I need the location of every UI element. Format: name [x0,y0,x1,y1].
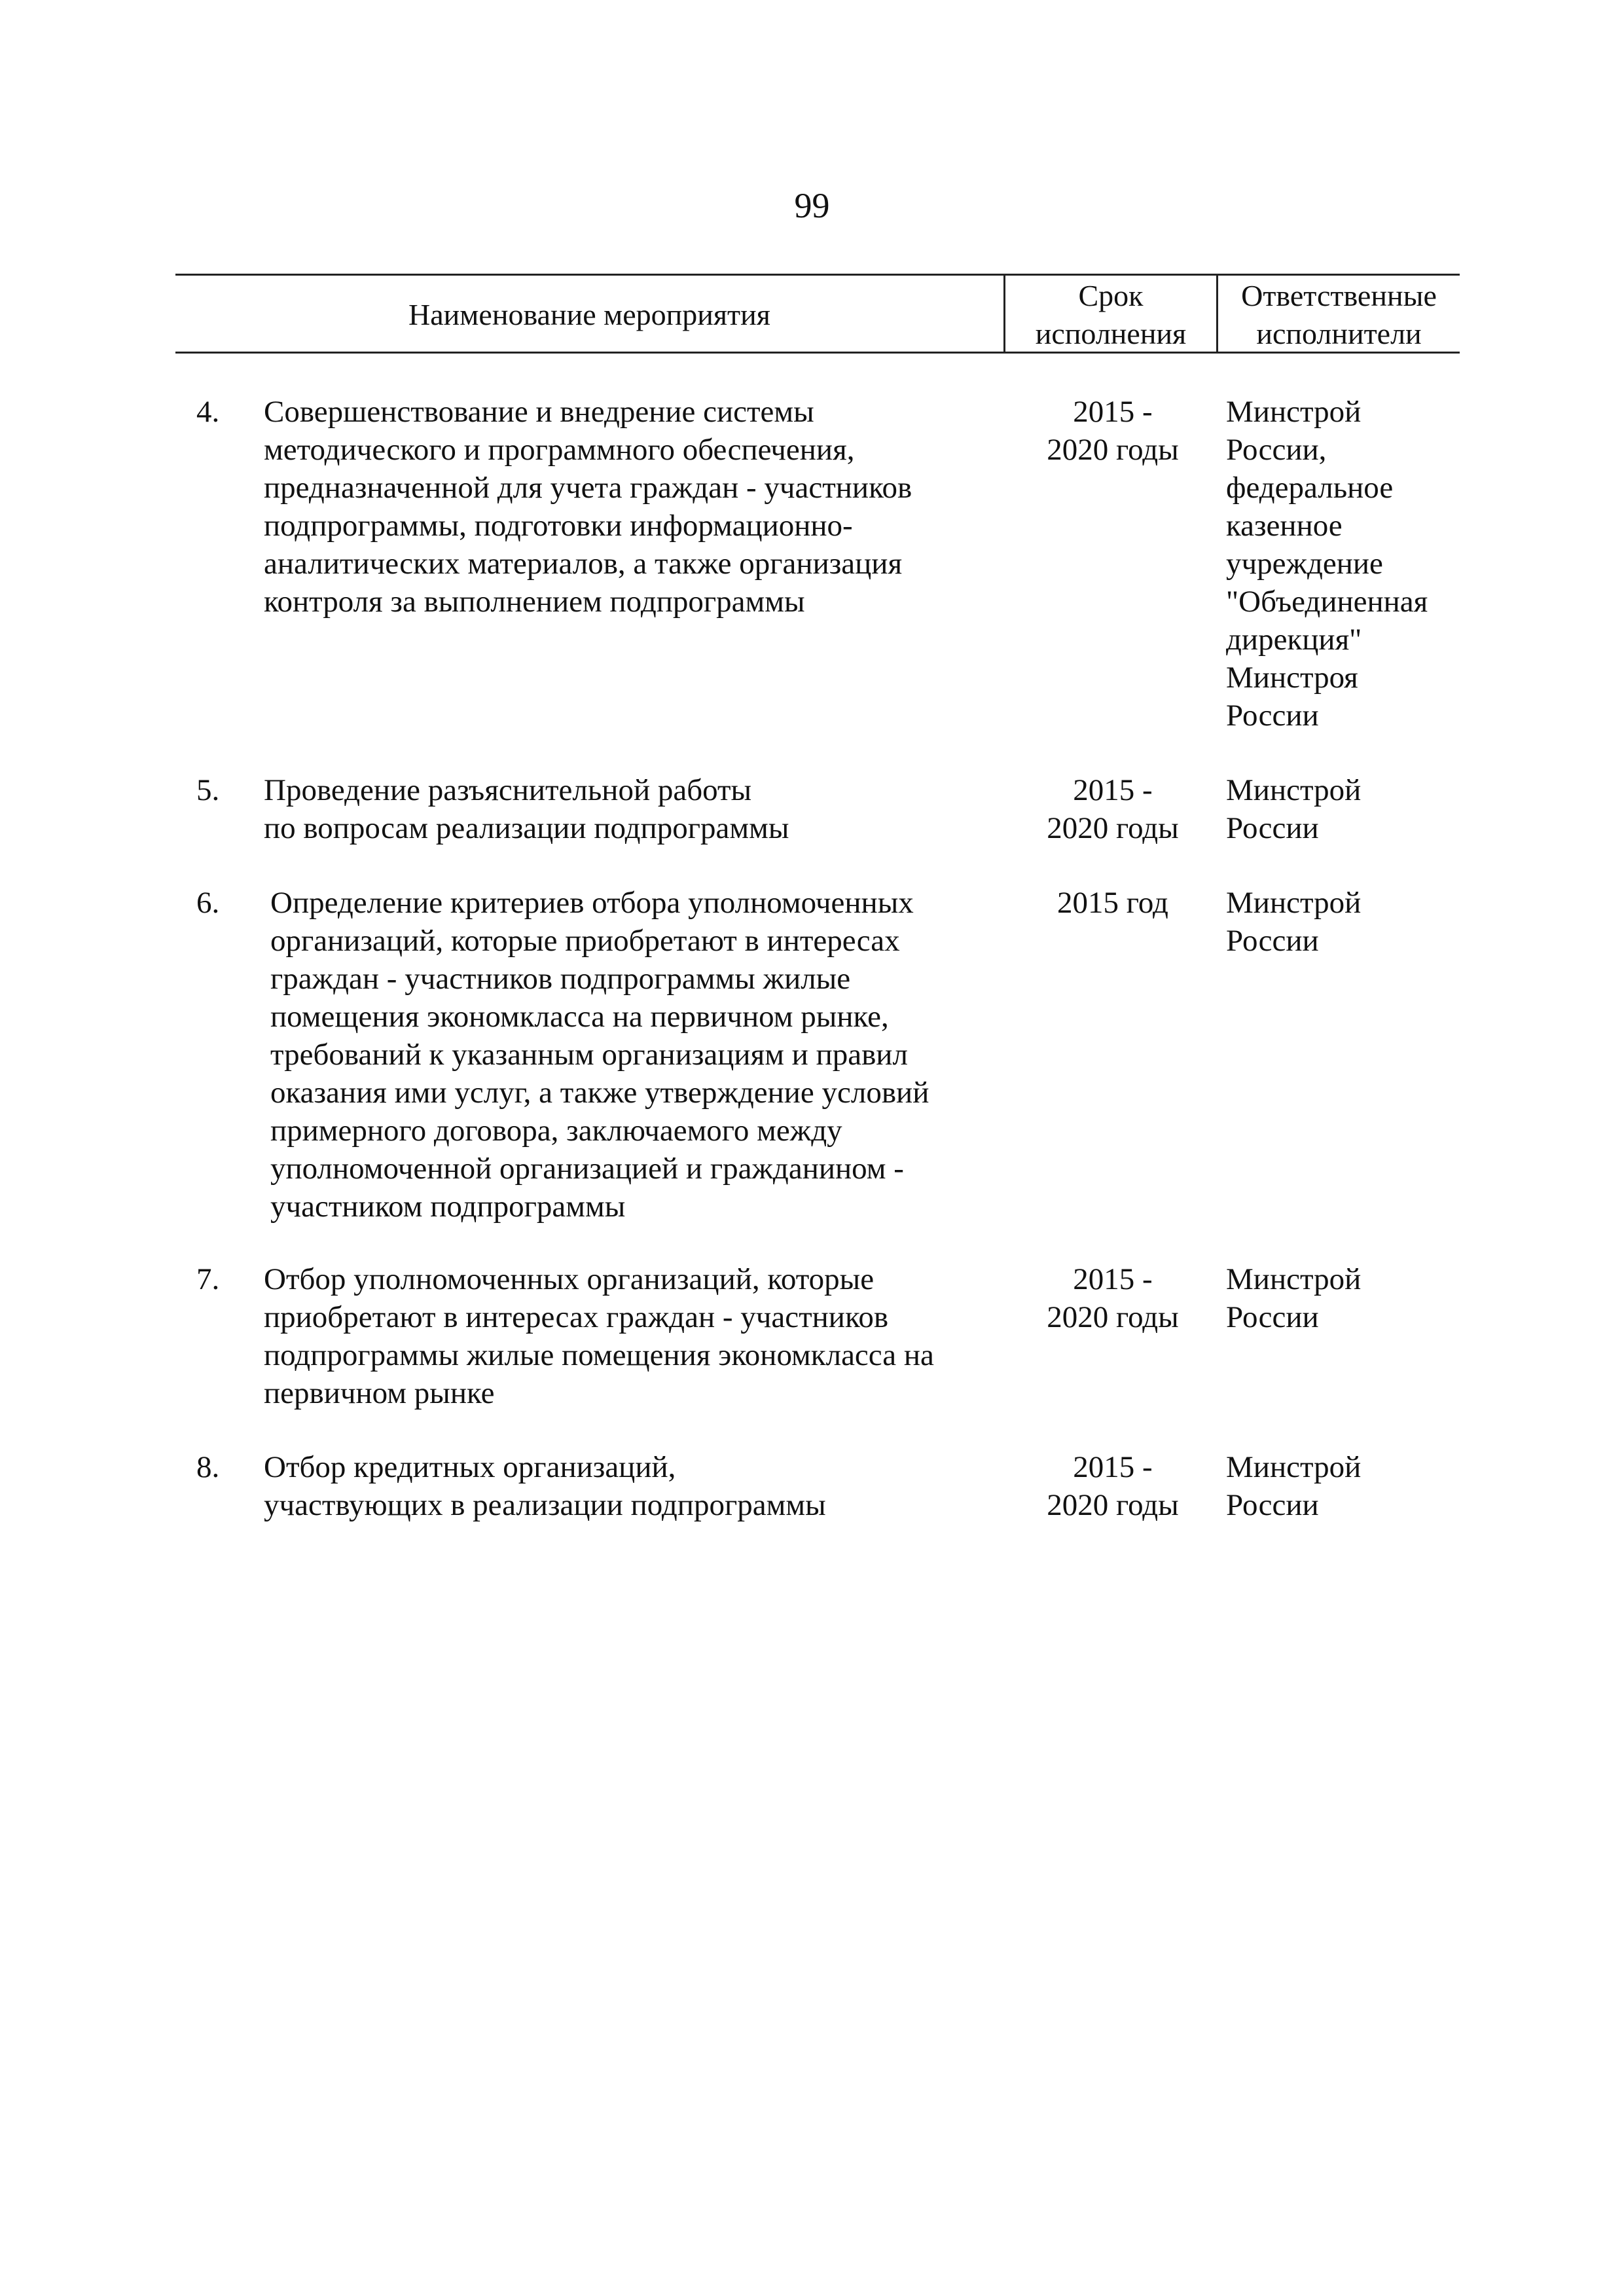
row-number: 7. [196,1262,220,1296]
header-name: Наименование мероприятия [408,298,770,331]
row-responsible: Минстрой России, федеральное казенное учреждение "Объединенная дирекция" Минстроя России [1226,395,1428,733]
row-number: 5. [196,773,220,807]
header-term: Срок исполнения [1035,279,1187,350]
row-term: 2015 - 2020 годы [1047,1450,1179,1522]
row-name: Проведение разъяснительной работы по вопросам реализации подпрограммы [264,773,789,845]
row-term: 2015 - 2020 годы [1047,395,1179,467]
row-name: Отбор уполномоченных организаций, которые приобретают в интересах граждан - участников подпрограммы жилые помещения экономкласса на первичном рынке [264,1262,934,1410]
row-name: Определение критериев отбора уполномоченных организаций, которые приобретают в интересах граждан - участников подпрограммы жилые помещения экономкласса на первичном рынке, требований к указанным организациям и правил оказания ими услуг, а также утверждение условий примерного договора, заключаемого между уполномоченной организацией и гражданином - участником подпрограммы [270,886,929,1224]
page-number: 99 [794,186,830,225]
row-name: Совершенствование и внедрение системы методического и программного обеспечения, предназначенной для учета граждан - участников подпрограммы, подготовки информационно- аналитических материалов, а также организация контроля за выполнением подпрограммы [264,395,912,619]
row-name: Отбор кредитных организаций, участвующих в реализации подпрограммы [264,1450,826,1522]
header-responsible: Ответственные исполнители [1241,279,1437,350]
header-top-rule [175,274,1460,276]
row-responsible: Минстрой России [1226,886,1362,958]
row-responsible: Минстрой России [1226,773,1362,845]
row-number: 8. [196,1450,220,1484]
row-term: 2015 - 2020 годы [1047,773,1179,845]
row-number: 4. [196,395,220,429]
row-responsible: Минстрой России [1226,1262,1362,1334]
row-term: 2015 год [1057,886,1168,920]
row-responsible: Минстрой России [1226,1450,1362,1522]
row-number: 6. [196,886,220,920]
row-term: 2015 - 2020 годы [1047,1262,1179,1334]
